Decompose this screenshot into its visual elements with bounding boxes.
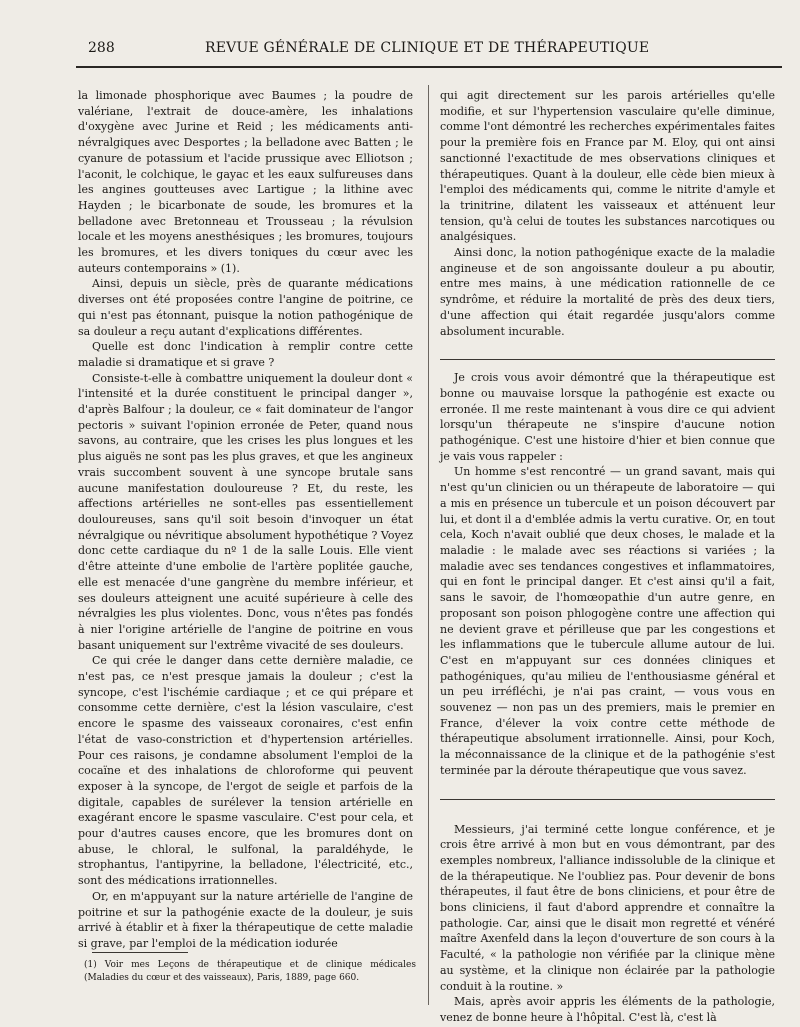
- left-column: [78, 88, 413, 952]
- paragraph: Or, en m'appuyant sur la nature artérielle de l'angine de poitrine et sur la pathogénie exacte de la douleur, je suis arrivé à établir et à fixer la thérapeutique de cette maladie si grave, par l'emploi de la médication iodurée: [78, 889, 413, 950]
- right-column: [440, 88, 775, 1026]
- page-number: 288: [88, 40, 115, 56]
- footnote-rule: [92, 952, 188, 953]
- paragraph: Ce qui crée le danger dans cette dernière maladie, ce n'est pas, ce n'est presque jamais la douleur ; c'est la syncope, c'est l'ischémie cardiaque ; et ce qui prépare et consomme cette dernière, c'est la lésion vasculaire, c'est encore le spasme des vaisseaux coronaires, c'est enfin l'état de vaso-constriction et d'hypertension artérielles. Pour ces raisons, je condamne absolument l'emploi de la cocaïne et des inhalations de chloroforme qui peuvent exposer à la syncope, de l'ergot de seigle et parfois de la digitale, capables de surélever la tension artérielle en exagérant encore le spasme vasculaire. C'est pour cela, et pour d'autres causes encore, que les bromures dont on abuse, le chloral, le sulfonal, la paraldéhyde, le strophantus, l'antipyrine, la belladone, l'électricité, etc., sont des médications irrationnelles.: [78, 654, 413, 888]
- paragraph: Ainsi, depuis un siècle, près de quarante médications diverses ont été proposées contre l'angine de poitrine, ce qui n'est pas étonnant, puisque la notion pathogénique de sa douleur a reçu autant d'explications différentes.: [78, 277, 413, 338]
- paragraph: la limonade phosphorique avec Baumes ; la poudre de valériane, l'extrait de douce-amère, les inhalations d'oxygène avec Jurine et Reid ; les médicaments anti-névralgiques avec Desportes ; la belladone avec Batten ; le cyanure de potassium et l'acide prussique avec Elliotson ; l'aconit, le colchique, le gayac et les eaux sulfureuses dans les angines goutteuses avec Lartigue ; la lithine avec Hayden ; le bicarbonate de soude, les bromures et la belladone avec Bretonneau et Trousseau ; la révulsion locale et les moyens anesthésiques ; les bromures, toujours les bromures, et les divers toniques du cœur avec les auteurs contemporains » (1).: [78, 89, 413, 275]
- paragraph: Quelle est donc l'indication à remplir contre cette maladie si dramatique et si grave ?: [78, 340, 413, 369]
- paragraph: Messieurs, j'ai terminé cette longue conférence, et je crois être arrivé à mon but en vous démontrant, par des exemples nombreux, l'alliance indissoluble de la clinique et de la thérapeutique. Ne l'oubliez pas. Pour devenir de bons thérapeutes, il faut être de bons cliniciens, et pour être de bons cliniciens, il faut d'abord apprendre et connaître la pathologie. Car, ainsi que le disait mon regretté et vénéré maître Axenfeld dans la leçon d'ouverture de son cours à la Faculté, « la pathologie non vérifiée par la clinique mène au système, et la clinique non éclairée par la pathologie conduit à la routine. »: [440, 822, 775, 993]
- section-rule: [440, 785, 775, 800]
- running-title: REVUE GÉNÉRALE DE CLINIQUE ET DE THÉRAPEUTIQUE: [205, 40, 650, 56]
- footnote: (1) Voir mes Leçons de thérapeutique et de clinique médicales (Maladies du cœur et des vaisseaux), Paris, 1889, page 660.: [84, 960, 416, 983]
- paragraph: Ainsi donc, la notion pathogénique exacte de la maladie angineuse et de son angoissante douleur a pu aboutir, entre mes mains, à une médication rationnelle de ce syndrôme, et réduire la mortalité de près des deux tiers, d'une affection qui était regardée jusqu'alors comme absolument incurable.: [440, 246, 775, 338]
- column-divider: [428, 85, 429, 1005]
- header-rule: [76, 66, 782, 68]
- section-rule: [440, 345, 775, 360]
- paragraph: Consiste-t-elle à combattre uniquement la douleur dont « l'intensité et la durée constituent le principal danger », d'après Balfour ; la douleur, ce « fait dominateur de l'angor pectoris » suivant l'opinion erronée de Peter, quand nous savons, au contraire, que les crises les plus longues et les plus aiguës ne sont pas les plus graves, et que les angineux vrais succombent souvent à une syncope brutale sans aucune manifestation douloureuse ? Et, du reste, les affections artérielles ne sont-elles pas essentiellement douloureuses, sans qu'il soit besoin d'invoquer un état névralgique ou névritique absolument hypothétique ? Voyez donc cette cardiaque du nº 1 de la salle Louis. Elle vient d'être atteinte d'une embolie de l'artère poplitée gauche, elle est menacée d'une gangrène du membre inférieur, et ses douleurs atteignent une acuité supérieure à celle des névralgies les plus violentes. Donc, vous n'êtes pas fondés à nier l'origine artérielle de l'angine de poitrine en vous basant uniquement sur l'extrême vivacité de ses douleurs.: [78, 371, 413, 652]
- paragraph: Je crois vous avoir démontré que la thérapeutique est bonne ou mauvaise lorsque la pathogénie est exacte ou erronée. Il me reste maintenant à vous dire ce qui advient lorsqu'un thérapeute ne s'inspire d'aucune notion pathogénique. C'est une histoire d'hier et bien connue que je vais vous rappeler :: [440, 371, 775, 463]
- paragraph: Un homme s'est rencontré — un grand savant, mais qui n'est qu'un clinicien ou un thérapeute de laboratoire — qui a mis en présence un tubercule et un poison découvert par lui, et dont il a d'emblée admis la vertu curative. Or, en tout cela, Koch n'avait oublié que deux choses, le malade et la maladie : le malade avec ses réactions si variées ; la maladie avec ses tendances congestives et inflammatoires, qui en font le principal danger. Et c'est ainsi qu'il a fait, sans le savoir, de l'homœopathie d'un autre genre, en proposant son poison phlogogène contre une affection qui ne devient grave et périlleuse que par les congestions et les inflammations que le tubercule allume autour de lui. C'est en m'appuyant sur ces données cliniques et pathogéniques, qu'au milieu de l'enthousiasme général et un peu irréfléchi, je n'ai pas craint, — vous vous en souvenez — non pas un des premiers, mais le premier en France, d'élever la voix contre cette méthode de thérapeutique absolument irrationnelle. Ainsi, pour Koch, la méconnaissance de la clinique et de la pathogénie s'est terminée par la déroute thérapeutique que vous savez.: [440, 465, 775, 777]
- paragraph: Mais, après avoir appris les éléments de la pathologie, venez de bonne heure à l'hôpital. C'est là, c'est là: [440, 995, 775, 1024]
- paragraph: qui agit directement sur les parois artérielles qu'elle modifie, et sur l'hypertension vasculaire qu'elle diminue, comme l'ont démontré les recherches expérimentales faites pour la première fois en France par M. Eloy, qui ont ainsi sanctionné l'exactitude de mes observations cliniques et thérapeutiques. Quant à la douleur, elle cède bien mieux à l'emploi des médicaments qui, comme le nitrite d'amyle et la trinitrine, dilatent les vaisseaux et atténuent leur tension, qu'à celui de toutes les substances narcotiques ou analgésiques.: [440, 89, 775, 244]
- page-header: [0, 40, 800, 62]
